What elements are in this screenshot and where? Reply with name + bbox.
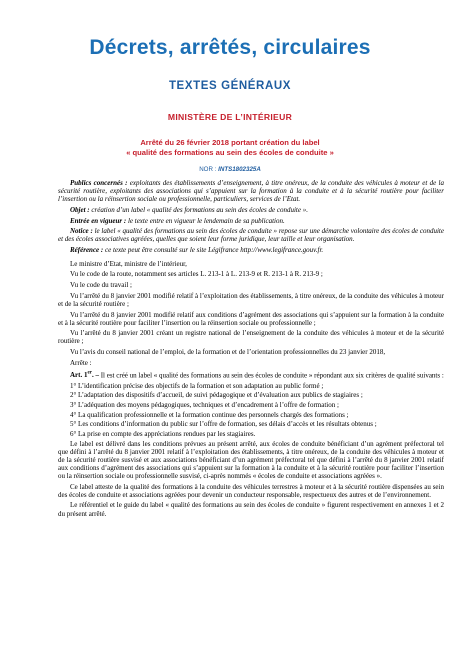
publics-label: Publics concernés : [70,179,128,187]
criterion-item: 5° Les conditions d’information du public sur l’offre de formation, ses délais d’accès et les résultats obtenus ; [70,420,377,429]
reference-label: Référence : [70,246,104,255]
notice-text: le label « qualité des formations au sein des écoles de conduite » repose sur une démarche volontaire des écoles de conduite et des écoles associatives agréées, quelles que soient leur forme juridique, leur taille et leur organisation. [58,227,444,244]
article-1-intro-text: Il est créé un label « qualité des formations au sein des écoles de conduite » répondant aux six critères de qualité suivants : [98,370,444,379]
objet [58,206,444,214]
section-title: Décrets, arrêtés, circulaires [89,36,371,59]
vu-arrete-associations: Vu l’arrêté du 8 janvier 2001 modifié relatif aux conditions d’agrément des associations qui s’appuient sur la formation à la conduite et à la sécurité routière pour faciliter l’insertion ou la réinsertion sociale ou professionnelle ; [58,310,444,327]
vu-arrete-exploitation: Vu l’arrêté du 8 janvier 2001 modifié relatif à l’exploitation des établissements, à titre onéreux, de la conduite des véhicules à moteur et de la sécurité routière ; [58,291,444,308]
criterion-item: 2° L’adaptation des dispositifs d’accueil, de suivi pédagogique et d’évaluation aux publics de stagiaires ; [70,391,363,400]
publics-concernes [58,179,444,203]
article-1-label: Art. 1er. – [70,370,99,379]
notice-label: Notice : [70,227,93,236]
objet-label: Objet : [70,205,90,214]
reference [58,246,444,254]
vu-avis-conseil: Vu l’avis du conseil national de l’emploi, de la formation et de l’orientation professionnelles du 23 janvier 2018, [70,348,386,357]
vu-code-travail: Vu le code du travail ; [70,281,132,290]
nor-value: INTS1802325A [218,166,261,173]
arrete-label: Arrête : [70,358,92,367]
article-1-para-2: Ce label atteste de la qualité des formations à la conduite des véhicules terrestres à moteur et à la sécurité routière dispensées au sein des écoles de conduite et associations agréées pour devenir un conducteur responsable, respectueux des autres et de l’environnement. [58,482,444,499]
entree-en-vigueur [58,217,444,225]
publics-text: exploitants des établissements d’enseignement, à titre onéreux, de la conduite des véhicules à moteur et de la sécurité routière, exploitants des associations qui s’appuient sur la formation à la conduite et à la sécurité routière pour faciliter l’insertion ou la réinsertion sociale ou professionnelle, particuliers, services de l’Etat. [58,179,444,204]
arrete-title-line1: Arrêté du 26 février 2018 portant création du label [140,138,320,147]
criterion-item: 4° La qualification professionnelle et la formation continue des personnels chargés des formations ; [70,410,349,419]
document-body [58,179,444,520]
ministry-heading: MINISTÈRE DE L’INTÉRIEUR [167,112,293,122]
criterion-item: 6° La prise en compte des appréciations rendues par les stagiaires. [70,429,256,438]
entree-label: Entrée en vigueur : [70,216,127,225]
article-1-intro [58,370,444,379]
reference-text: ce texte peut être consulté sur le site Légifrance http://www.legifrance.gouv.fr. [103,246,324,255]
article-1-para-1: Le label est délivré dans les conditions prévues au présent arrêté, aux écoles de conduite bénéficiant d’un agrément préfectoral tel que défini à l’arrêté du 8 janvier 2001 relatif à l’exploitation des établissements, à titre onéreux, de la conduite des véhicules à moteur et de la sécurité routière susvisé et aux associations bénéficiant d’un agrément préfectoral tel que défini à l’arrêté du 8 janvier 2001 relatif aux conditions d’agrément des associations qui s’appuient sur la formation à la conduite et à la sécurité routière pour faciliter l’insertion ou la réinsertion sociale ou professionnelle susvisé, ci-après nommés « écoles de conduite et associations agréées ». [58,439,444,481]
criterion-item: 3° L’adéquation des moyens pédagogiques, techniques et d’encadrement à l’offre de formation ; [70,400,339,409]
notice [58,227,444,243]
nor-reference [0,166,460,173]
arrete-title [0,138,460,157]
vu-code-route: Vu le code de la route, notamment ses articles L. 213-1 à L. 213-9 et R. 213-1 à R. 213-9 ; [70,270,323,279]
section-subtitle: TEXTES GÉNÉRAUX [168,80,292,92]
criterion-item: 1° L’identification précise des objectifs de la formation et son adaptation au public formé ; [70,381,324,390]
article-1-para-3: Le référentiel et le guide du label « qualité des formations au sein des écoles de conduite » figurent respectivement en annexes 1 et 2 du présent arrêté. [58,501,444,518]
arrete-title-line2: « qualité des formations au sein des écoles de conduite » [126,147,334,157]
vu-arrete-registre: Vu l’arrêté du 8 janvier 2001 créant un registre national de l’enseignement de la conduite des véhicules à moteur et de la sécurité routière ; [58,329,444,346]
entree-text: le texte entre en vigueur le lendemain de sa publication. [126,216,285,225]
objet-text: création d’un label « qualité des formations au sein des écoles de conduite ». [89,205,308,214]
preamble-intro: Le ministre d’Etat, ministre de l’intérieur, [70,259,187,268]
nor-label: NOR : [199,166,217,173]
